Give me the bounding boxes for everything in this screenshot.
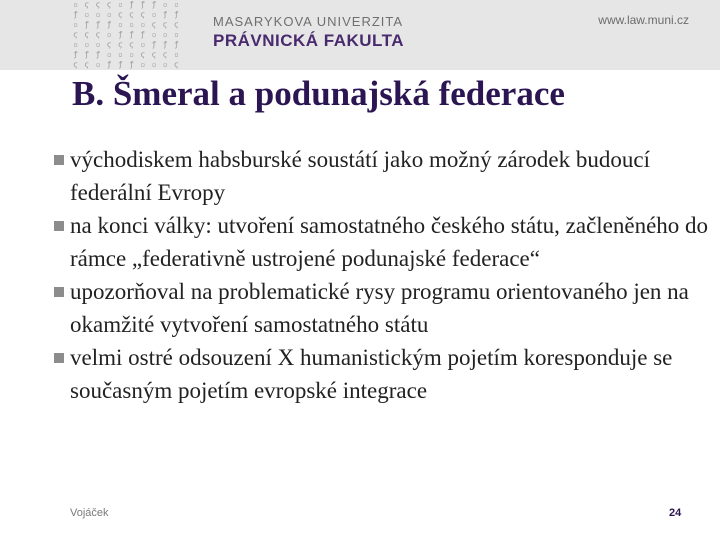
- logo-glyph: ϛ: [173, 20, 179, 29]
- logo-glyph: ▫: [95, 40, 101, 49]
- logo-glyph: ▫: [162, 0, 168, 9]
- logo-glyph: ϛ: [162, 20, 168, 29]
- logo-glyph: ▫: [84, 10, 90, 19]
- square-bullet-icon: [54, 221, 64, 231]
- logo-glyph: ▫: [162, 30, 168, 39]
- logo-glyph: ƒ: [151, 0, 157, 9]
- logo-glyph: ▫: [95, 60, 101, 69]
- logo-glyph: ƒ: [95, 20, 101, 29]
- logo-glyph: ▫: [129, 20, 134, 29]
- logo-glyph: ϛ: [95, 0, 101, 9]
- logo-glyph: ▫: [95, 10, 101, 19]
- university-logo-pattern: [70, 0, 182, 70]
- logo-glyph: ▫: [140, 40, 146, 49]
- logo-glyph: ϛ: [140, 10, 146, 19]
- logo-glyph: ▫: [106, 30, 112, 39]
- footer-author: Vojáček: [70, 507, 109, 519]
- square-bullet-icon: [54, 353, 64, 363]
- logo-glyph: ƒ: [117, 30, 123, 39]
- logo-glyph: ϛ: [129, 10, 134, 19]
- logo-glyph: ƒ: [173, 10, 179, 19]
- logo-glyph: ϛ: [84, 60, 90, 69]
- logo-glyph: ▫: [151, 30, 157, 39]
- university-name: MASARYKOVA UNIVERZITA: [213, 14, 404, 29]
- bullet-list: [50, 143, 710, 407]
- logo-glyph: ƒ: [129, 0, 134, 9]
- logo-glyph: ▫: [117, 0, 123, 9]
- square-bullet-icon: [54, 287, 64, 297]
- logo-glyph: ϛ: [162, 50, 168, 59]
- bullet-text: velmi ostré odsouzení X humanistickým pojetím koresponduje se současným pojetím evropské integrace: [70, 345, 673, 403]
- logo-glyph: ϛ: [84, 30, 90, 39]
- logo-glyph: ▫: [140, 60, 146, 69]
- logo-glyph: ƒ: [129, 60, 134, 69]
- logo-glyph: ▫: [151, 10, 157, 19]
- logo-glyph: ▫: [173, 50, 179, 59]
- logo-glyph: ▫: [73, 40, 78, 49]
- bullet-item: [50, 341, 710, 407]
- logo-glyph: ▫: [84, 40, 90, 49]
- logo-glyph: ϛ: [151, 50, 157, 59]
- bullet-text: východiskem habsburské soustátí jako možný zárodek budoucí federální Evropy: [70, 147, 650, 205]
- logo-glyph: ▫: [173, 30, 179, 39]
- faculty-name: PRÁVNICKÁ FAKULTA: [213, 31, 405, 50]
- page-number: 24: [669, 507, 682, 519]
- logo-glyph: ƒ: [95, 50, 101, 59]
- logo-glyph: ϛ: [73, 60, 78, 69]
- logo-glyph: ƒ: [129, 30, 134, 39]
- logo-glyph: ƒ: [140, 30, 146, 39]
- logo-glyph: ƒ: [117, 60, 123, 69]
- logo-glyph: ƒ: [162, 40, 168, 49]
- logo-glyph: ƒ: [151, 40, 157, 49]
- bullet-text: na konci války: utvoření samostatného českého státu, začleněného do rámce „federativně ustrojené podunajské federace“: [70, 213, 709, 271]
- logo-glyph: ϛ: [151, 20, 157, 29]
- square-bullet-icon: [54, 155, 64, 165]
- bullet-text: upozorňoval na problematické rysy programu orientovaného jen na okamžité vytvoření samostatného státu: [70, 279, 689, 337]
- logo-glyph: ▫: [129, 50, 134, 59]
- logo-glyph: ƒ: [84, 20, 90, 29]
- logo-glyph: ϛ: [73, 30, 78, 39]
- logo-glyph: ▫: [140, 20, 146, 29]
- logo-glyph: ϛ: [117, 40, 123, 49]
- slide-title: B. Šmeral a podunajská federace: [72, 74, 565, 113]
- logo-glyph: ▫: [73, 0, 78, 9]
- logo-glyph: ƒ: [84, 50, 90, 59]
- logo-glyph: ϛ: [117, 10, 123, 19]
- logo-glyph: ϛ: [95, 30, 101, 39]
- logo-glyph: ϛ: [129, 40, 134, 49]
- logo-glyph: ƒ: [106, 20, 112, 29]
- logo-glyph: ▫: [106, 10, 112, 19]
- logo-glyph: ϛ: [106, 40, 112, 49]
- logo-glyph: ƒ: [140, 0, 146, 9]
- logo-glyph: ƒ: [162, 10, 168, 19]
- logo-glyph: ▫: [151, 60, 157, 69]
- logo-glyph: ƒ: [73, 50, 78, 59]
- logo-glyph: ▫: [162, 60, 168, 69]
- logo-glyph: ▫: [117, 20, 123, 29]
- logo-glyph: ▫: [173, 0, 179, 9]
- logo-glyph: ▫: [73, 20, 78, 29]
- logo-glyph: ϛ: [106, 0, 112, 9]
- bullet-item: [50, 275, 710, 341]
- logo-glyph: ▫: [106, 50, 112, 59]
- logo-glyph: ϛ: [173, 60, 179, 69]
- site-url[interactable]: www.law.muni.cz: [598, 13, 689, 27]
- logo-glyph: ▫: [117, 50, 123, 59]
- bullet-item: [50, 209, 710, 275]
- bullet-item: [50, 143, 710, 209]
- logo-glyph: ϛ: [140, 50, 146, 59]
- logo-glyph: ƒ: [173, 40, 179, 49]
- logo-glyph: ƒ: [73, 10, 78, 19]
- logo-glyph: ϛ: [84, 0, 90, 9]
- logo-glyph: ƒ: [106, 60, 112, 69]
